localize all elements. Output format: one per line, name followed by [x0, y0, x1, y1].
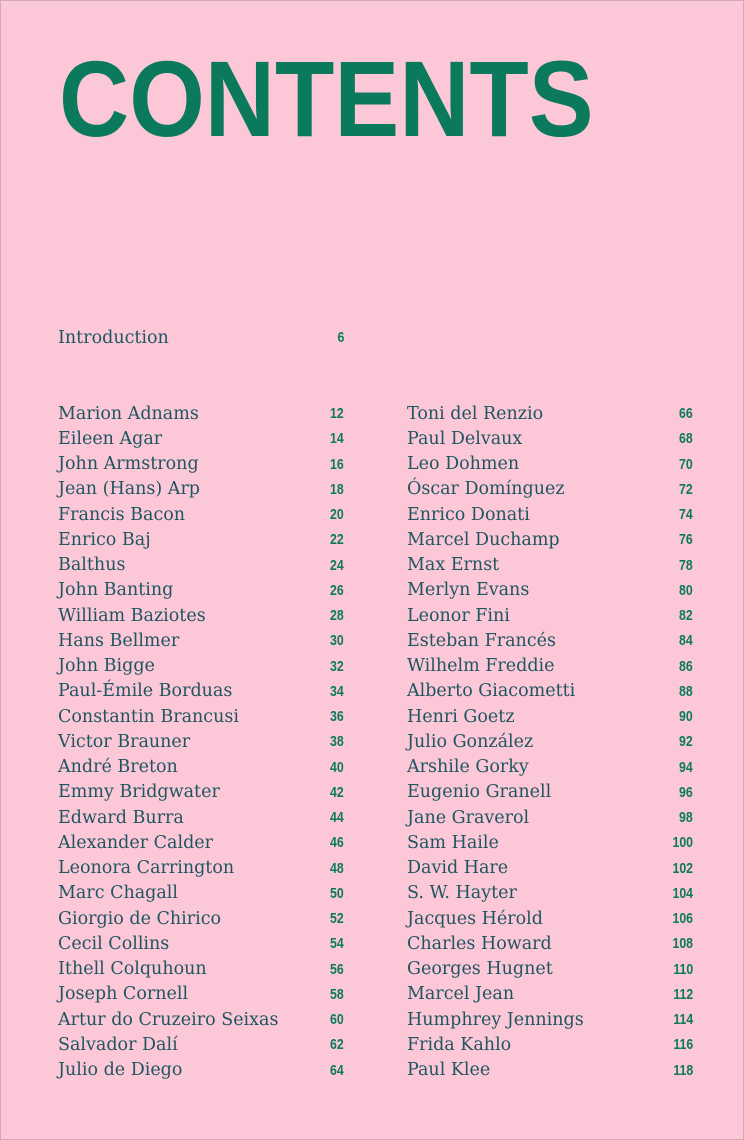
toc-entry[interactable]	[58, 527, 344, 552]
toc-entry-page: 88	[679, 682, 693, 700]
toc-entry-name: André Breton	[58, 757, 178, 777]
toc-entry-page: 78	[679, 556, 693, 574]
toc-entry-page: 102	[672, 859, 693, 877]
toc-entry-page: 116	[673, 1036, 693, 1054]
toc-entry-name: Paul Delvaux	[407, 428, 523, 449]
toc-entry-name: Eileen Agar	[58, 428, 163, 449]
toc-entry-name: Julio González	[407, 731, 534, 752]
toc-entry[interactable]	[407, 931, 693, 956]
toc-entry-name: Charles Howard	[407, 933, 552, 954]
toc-entry[interactable]	[407, 856, 693, 881]
toc-entry-name: Eugenio Granell	[407, 782, 552, 803]
toc-entry-page: 46	[330, 834, 344, 852]
toc-entry[interactable]	[407, 1007, 693, 1032]
toc-entry-name: Salvador Dalí	[58, 1034, 178, 1055]
toc-entry-page: 108	[672, 935, 693, 953]
toc-entry[interactable]	[407, 1032, 693, 1057]
toc-entry-page: 86	[679, 657, 693, 675]
toc-entry[interactable]	[58, 957, 344, 982]
toc-entry-name: Georges Hugnet	[407, 959, 553, 979]
toc-entry[interactable]	[58, 603, 344, 628]
toc-entry[interactable]	[58, 477, 344, 502]
toc-entry-name: Enrico Donati	[407, 504, 530, 525]
toc-entry-page: 30	[330, 632, 344, 650]
toc-entry-name: Hans Bellmer	[58, 630, 180, 651]
toc-entry-page: 70	[679, 455, 693, 473]
toc-entry[interactable]	[58, 679, 344, 704]
toc-entry-page: 82	[679, 607, 693, 624]
toc-entry-name: Jane Graverol	[407, 807, 530, 828]
toc-entry-name: Henri Goetz	[407, 706, 515, 727]
toc-entry-page: 16	[330, 455, 344, 473]
toc-entry-page: 34	[330, 682, 344, 700]
toc-entry[interactable]	[407, 527, 693, 552]
toc-entry[interactable]	[407, 477, 693, 502]
toc-entry-page: 62	[330, 1036, 344, 1054]
toc-entry-name: Humphrey Jennings	[407, 1009, 584, 1030]
toc-entry[interactable]	[407, 401, 693, 426]
toc-entry-page: 80	[679, 581, 693, 599]
toc-entry-name: Óscar Domínguez	[407, 479, 565, 500]
toc-entry-name: Toni del Renzio	[407, 403, 544, 424]
toc-entry[interactable]	[407, 578, 693, 603]
toc-entry-page: 118	[673, 1061, 693, 1079]
toc-entry-page: 72	[679, 480, 693, 498]
toc-entry-page: 96	[679, 783, 693, 801]
toc-entry[interactable]	[58, 729, 344, 754]
toc-entry-page: 64	[330, 1061, 344, 1079]
toc-entry[interactable]	[58, 654, 344, 679]
toc-entry[interactable]	[58, 452, 344, 477]
toc-entry-name: Victor Brauner	[58, 731, 191, 752]
toc-entry-page: 32	[330, 657, 344, 675]
toc-entry[interactable]	[58, 426, 344, 451]
toc-entry-name: Francis Bacon	[58, 504, 186, 525]
toc-entry-page: 22	[330, 531, 344, 549]
toc-entry-name: Wilhelm Freddie	[407, 656, 555, 676]
toc-entry-page: 36	[330, 708, 344, 725]
toc-entry-page: 84	[679, 632, 693, 650]
toc-entry[interactable]	[58, 1058, 344, 1083]
toc-entry-page: 6	[337, 329, 344, 346]
toc-entry-name: John Armstrong	[58, 454, 199, 474]
toc-entry-name: Marcel Duchamp	[407, 529, 560, 550]
toc-entry-name: Esteban Francés	[407, 630, 556, 651]
toc-entry-page: 26	[330, 581, 344, 599]
toc-entry-page: 28	[330, 607, 344, 624]
toc-entry-name: Alexander Calder	[58, 832, 213, 853]
toc-entry[interactable]	[407, 906, 693, 931]
toc-entry[interactable]	[407, 881, 693, 906]
toc-entry-page: 92	[679, 733, 693, 751]
toc-entry-page: 56	[330, 960, 344, 978]
toc-entry[interactable]	[58, 805, 344, 830]
toc-entry-page: 14	[330, 430, 344, 448]
toc-entry-name: William Baziotes	[58, 605, 206, 626]
toc-entry-name: Paul-Émile Borduas	[58, 681, 233, 702]
toc-entry[interactable]	[58, 628, 344, 653]
toc-entry-page: 42	[330, 783, 344, 801]
toc-entry[interactable]	[407, 603, 693, 628]
toc-entry[interactable]	[407, 729, 693, 754]
toc-entry[interactable]	[407, 780, 693, 805]
toc-entry-name: Introduction	[58, 327, 169, 348]
toc-entry-page: 66	[679, 405, 693, 422]
toc-entry[interactable]	[58, 856, 344, 881]
toc-entry-name: Giorgio de Chirico	[58, 908, 222, 929]
toc-entry-page: 98	[679, 809, 693, 826]
toc-entry-name: Artur do Cruzeiro Seixas	[58, 1009, 279, 1030]
toc-entry-name: Paul Klee	[407, 1060, 491, 1080]
toc-entry-page: 24	[330, 556, 344, 574]
toc-entry-name: Enrico Baj	[58, 529, 151, 550]
toc-entry[interactable]	[407, 553, 693, 578]
page-title: CONTENTS	[59, 38, 594, 159]
toc-entry-name: Leonor Fini	[407, 605, 510, 626]
toc-entry-name: Cecil Collins	[58, 933, 170, 954]
toc-entry-page: 54	[330, 935, 344, 953]
toc-entry-page: 50	[330, 884, 344, 902]
toc-entry[interactable]	[407, 502, 693, 527]
toc-entry[interactable]	[58, 401, 344, 426]
toc-entry-page: 112	[673, 985, 693, 1003]
toc-entry-page: 44	[330, 809, 344, 826]
toc-entry[interactable]	[407, 452, 693, 477]
toc-entry[interactable]	[407, 426, 693, 451]
toc-entry-name: Jacques Hérold	[407, 908, 543, 929]
toc-entry-name: Balthus	[58, 555, 126, 575]
toc-entry[interactable]	[58, 553, 344, 578]
toc-entry[interactable]	[58, 502, 344, 527]
toc-entry-page: 94	[679, 758, 693, 776]
toc-entry-name: Frida Kahlo	[407, 1034, 512, 1055]
toc-entry-name: David Hare	[407, 858, 509, 878]
toc-entry-name: Leo Dohmen	[407, 454, 520, 474]
toc-entry-name: John Banting	[58, 580, 174, 601]
toc-entry-name: Julio de Diego	[58, 1060, 183, 1080]
toc-entry-introduction[interactable]	[58, 325, 344, 350]
toc-entry-name: Marion Adnams	[58, 403, 199, 424]
toc-entry-page: 110	[673, 960, 693, 978]
toc-entry[interactable]	[58, 906, 344, 931]
toc-entry-page: 52	[330, 910, 344, 927]
toc-entry-page: 68	[679, 430, 693, 448]
toc-entry-page: 90	[679, 708, 693, 725]
toc-entry-name: Constantin Brancusi	[58, 706, 239, 727]
toc-entry[interactable]	[407, 679, 693, 704]
toc-entry[interactable]	[58, 704, 344, 729]
toc-entry-name: Sam Haile	[407, 832, 499, 853]
toc-entry-name: Ithell Colquhoun	[58, 959, 207, 979]
toc-entry-name: Marc Chagall	[58, 883, 179, 904]
toc-entry-page: 114	[673, 1011, 693, 1028]
toc-entry[interactable]	[407, 704, 693, 729]
toc-entry[interactable]	[407, 628, 693, 653]
toc-entry-name: Arshile Gorky	[407, 757, 529, 777]
toc-entry[interactable]	[58, 780, 344, 805]
toc-entry-page: 12	[330, 405, 344, 422]
toc-entry-name: S. W. Hayter	[407, 883, 517, 904]
toc-entry-name: Jean (Hans) Arp	[58, 479, 201, 500]
toc-entry[interactable]	[407, 982, 693, 1007]
toc-entry[interactable]	[58, 1007, 344, 1032]
toc-entry[interactable]	[407, 654, 693, 679]
toc-entry-page: 60	[330, 1011, 344, 1028]
toc-entry-page: 58	[330, 985, 344, 1003]
toc-entry[interactable]	[407, 755, 693, 780]
toc-entry[interactable]	[58, 830, 344, 855]
toc-entry[interactable]	[58, 578, 344, 603]
toc-entry[interactable]	[407, 805, 693, 830]
toc-entry[interactable]	[58, 1032, 344, 1057]
toc-entry-page: 74	[679, 506, 693, 523]
toc-entry-name: Marcel Jean	[407, 984, 515, 1005]
toc-entry-name: John Bigge	[58, 656, 155, 676]
toc-entry-page: 40	[330, 758, 344, 776]
toc-entry-page: 76	[679, 531, 693, 549]
toc-entry-name: Joseph Cornell	[58, 984, 189, 1005]
toc-entry-name: Emmy Bridgwater	[58, 782, 220, 803]
toc-entry[interactable]	[407, 830, 693, 855]
toc-entry-page: 20	[330, 506, 344, 523]
toc-entry[interactable]	[58, 755, 344, 780]
toc-entry[interactable]	[407, 1058, 693, 1083]
toc-entry-name: Leonora Carrington	[58, 858, 235, 878]
toc-entry-page: 104	[672, 884, 693, 902]
toc-entry-page: 38	[330, 733, 344, 751]
toc-entry-page: 106	[672, 910, 693, 927]
toc-entry[interactable]	[407, 957, 693, 982]
toc-entry[interactable]	[58, 982, 344, 1007]
toc-entry-page: 100	[672, 834, 693, 852]
toc-entry-page: 48	[330, 859, 344, 877]
toc-entry-name: Alberto Giacometti	[407, 681, 576, 702]
toc-entry-name: Edward Burra	[58, 807, 184, 828]
toc-entry[interactable]	[58, 931, 344, 956]
toc-entry[interactable]	[58, 881, 344, 906]
toc-entry-page: 18	[330, 480, 344, 498]
toc-entry-name: Max Ernst	[407, 555, 500, 575]
toc-entry-name: Merlyn Evans	[407, 580, 530, 601]
